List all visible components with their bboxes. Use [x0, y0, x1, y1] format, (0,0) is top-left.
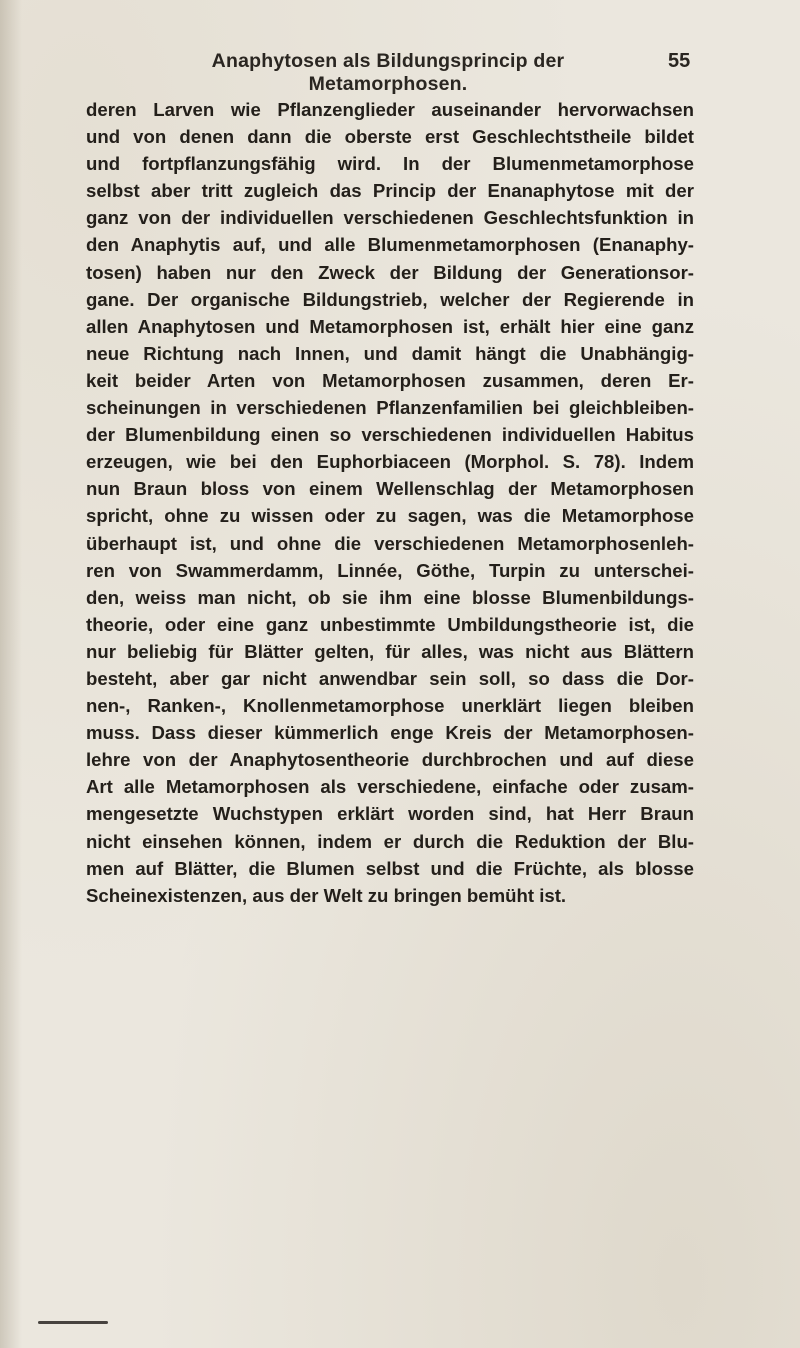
text-line: und fortpflanzungsfähig wird. In der Blumenmetamorphose [86, 153, 694, 175]
text-line: der Blumenbildung einen so verschiedenen individuellen Habitus [86, 424, 694, 446]
text-line: theorie, oder eine ganz unbestimmte Umbildungstheorie ist, die [86, 613, 694, 635]
text-line: nun Braun bloss von einem Wellenschlag der Metamorphosen [86, 478, 694, 500]
body-paragraph [86, 96, 694, 909]
page-header [0, 50, 800, 95]
text-line: Art alle Metamorphosen als verschiedene, einfache oder zusam- [86, 776, 694, 798]
text-line: den, weiss man nicht, ob sie ihm eine blosse Blumenbildungs- [86, 586, 694, 608]
text-line: selbst aber tritt zugleich das Princip der Enanaphytose mit der [86, 180, 694, 202]
gutter-shadow [0, 0, 22, 1348]
ink-smudge [38, 1321, 108, 1324]
text-line: den Anaphytis auf, und alle Blumenmetamorphosen (Enanaphy- [86, 234, 694, 256]
text-line: erzeugen, wie bei den Euphorbiaceen (Morphol. S. 78). Indem [86, 451, 694, 473]
text-line: spricht, ohne zu wissen oder zu sagen, was die Metamorphose [86, 505, 694, 527]
text-line: muss. Dass dieser kümmerlich enge Kreis der Metamorphosen- [86, 722, 694, 744]
text-line: gane. Der organische Bildungstrieb, welcher der Regierende in [86, 288, 694, 310]
text-line: allen Anaphytosen und Metamorphosen ist, erhält hier eine ganz [86, 315, 694, 337]
text-line: keit beider Arten von Metamorphosen zusammen, deren Er- [86, 369, 694, 391]
text-line: nicht einsehen können, indem er durch die Reduktion der Blu- [86, 830, 694, 852]
text-line: besteht, aber gar nicht anwendbar sein soll, so dass die Dor- [86, 667, 694, 689]
text-line: und von denen dann die oberste erst Geschlechtstheile bildet [86, 126, 694, 148]
page-number: 55 [668, 50, 691, 72]
text-line: nen-, Ranken-, Knollenmetamorphose unerklärt liegen bleiben [86, 695, 694, 717]
running-head: Anaphytosen als Bildungsprincip der Metamorphosen. [211, 50, 565, 95]
text-line: ren von Swammerdamm, Linnée, Göthe, Turpin zu unterschei- [86, 559, 694, 581]
text-line: scheinungen in verschiedenen Pflanzenfamilien bei gleichbleiben- [86, 397, 694, 419]
text-line: ganz von der individuellen verschiedenen Geschlechtsfunktion in [86, 207, 694, 229]
text-line: Scheinexistenzen, aus der Welt zu bringen bemüht ist. [86, 884, 567, 906]
text-line: überhaupt ist, und ohne die verschiedenen Metamorphosenleh- [86, 532, 694, 554]
text-line: deren Larven wie Pflanzenglieder auseinander hervorwachsen [86, 99, 694, 120]
text-line: tosen) haben nur den Zweck der Bildung der Generationsor- [86, 261, 694, 283]
text-line: lehre von der Anaphytosentheorie durchbrochen und auf diese [86, 749, 694, 771]
text-line: neue Richtung nach Innen, und damit hängt die Unabhängig- [86, 342, 694, 364]
text-line: men auf Blätter, die Blumen selbst und die Früchte, als blosse [86, 857, 694, 879]
text-line: mengesetzte Wuchstypen erklärt worden sind, hat Herr Braun [86, 803, 694, 825]
text-line: nur beliebig für Blätter gelten, für alles, was nicht aus Blättern [86, 640, 694, 662]
